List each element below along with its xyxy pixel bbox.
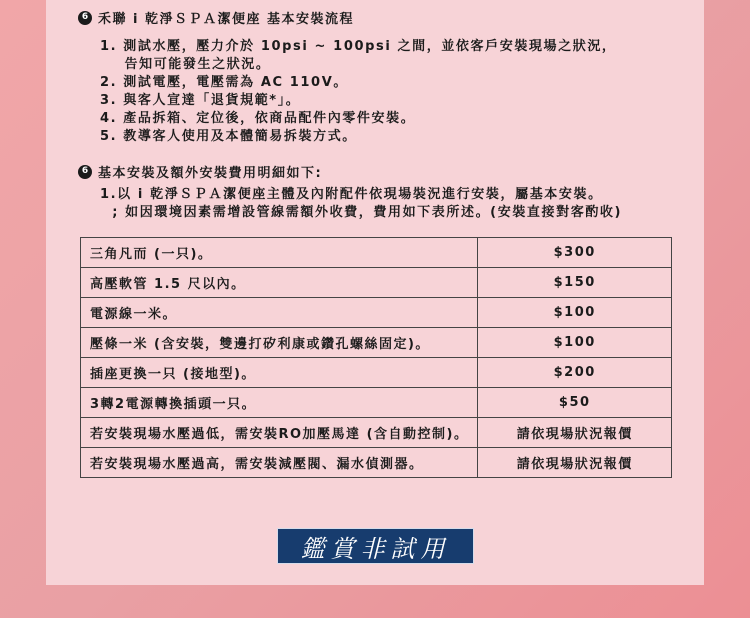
fee-item: 3轉2電源轉換插頭一只。 (81, 388, 478, 418)
table-row (81, 448, 672, 478)
table-row (81, 328, 672, 358)
table-row (81, 298, 672, 328)
list-item: 告知可能發生之狀況。 (100, 57, 271, 72)
list-item: ; 如因環境因素需增設管線需額外收費，費用如下表所述。(安裝直接對客酌收) (100, 205, 623, 220)
number-6-icon: 6 (78, 11, 92, 25)
fee-price: $50 (478, 388, 672, 418)
table-row (81, 238, 672, 268)
table-row (81, 388, 672, 418)
table-row (81, 418, 672, 448)
appreciation-not-trial-badge: 鑑賞非試用 (277, 528, 474, 564)
section-fees-heading (78, 162, 322, 181)
list-item: 4. 產品拆箱、定位後，依商品配件內零件安裝。 (100, 111, 416, 126)
fee-item: 插座更換一只 (接地型)。 (81, 358, 478, 388)
fee-item: 三角凡而 (一只)。 (81, 238, 478, 268)
fee-item: 壓條一米 (含安裝，雙邊打矽利康或鑽孔螺絲固定)。 (81, 328, 478, 358)
section-title: 基本安裝及額外安裝費用明細如下: (98, 166, 323, 181)
section-install-process-heading (78, 8, 354, 27)
list-item: 5. 教導客人使用及本體簡易拆裝方式。 (100, 129, 357, 144)
list-item: 3. 與客人宣達「退貨規範*」。 (100, 93, 301, 108)
fee-table (80, 237, 672, 478)
table-row (81, 268, 672, 298)
fee-price: $100 (478, 328, 672, 358)
list-item: 1. 測試水壓，壓力介於 10psi ~ 100psi 之間，並依客戶安裝現場之狀況， (100, 39, 617, 54)
list-item: 1.以 i 乾淨ＳＰＡ潔便座主體及內附配件依現場裝況進行安裝，屬基本安裝。 (100, 187, 603, 202)
fee-item: 高壓軟管 1.5 尺以內。 (81, 268, 478, 298)
section-title: 禾聯 i 乾淨ＳＰＡ潔便座 基本安裝流程 (98, 12, 355, 27)
list-item: 2. 測試電壓，電壓需為 AC 110V。 (100, 75, 348, 90)
fee-notes-list (100, 186, 622, 222)
number-6-icon: 6 (78, 165, 92, 179)
fee-price: $300 (478, 238, 672, 268)
table-row (81, 358, 672, 388)
fee-price: 請依現場狀況報價 (478, 448, 672, 478)
fee-price: $150 (478, 268, 672, 298)
fee-item: 若安裝現場水壓過低，需安裝RO加壓馬達 (含自動控制)。 (81, 418, 478, 448)
fee-item: 若安裝現場水壓過高，需安裝減壓閥、漏水偵測器。 (81, 448, 478, 478)
fee-price: $100 (478, 298, 672, 328)
fee-price: 請依現場狀況報價 (478, 418, 672, 448)
install-steps-list (100, 38, 617, 146)
fee-price: $200 (478, 358, 672, 388)
fee-item: 電源線一米。 (81, 298, 478, 328)
